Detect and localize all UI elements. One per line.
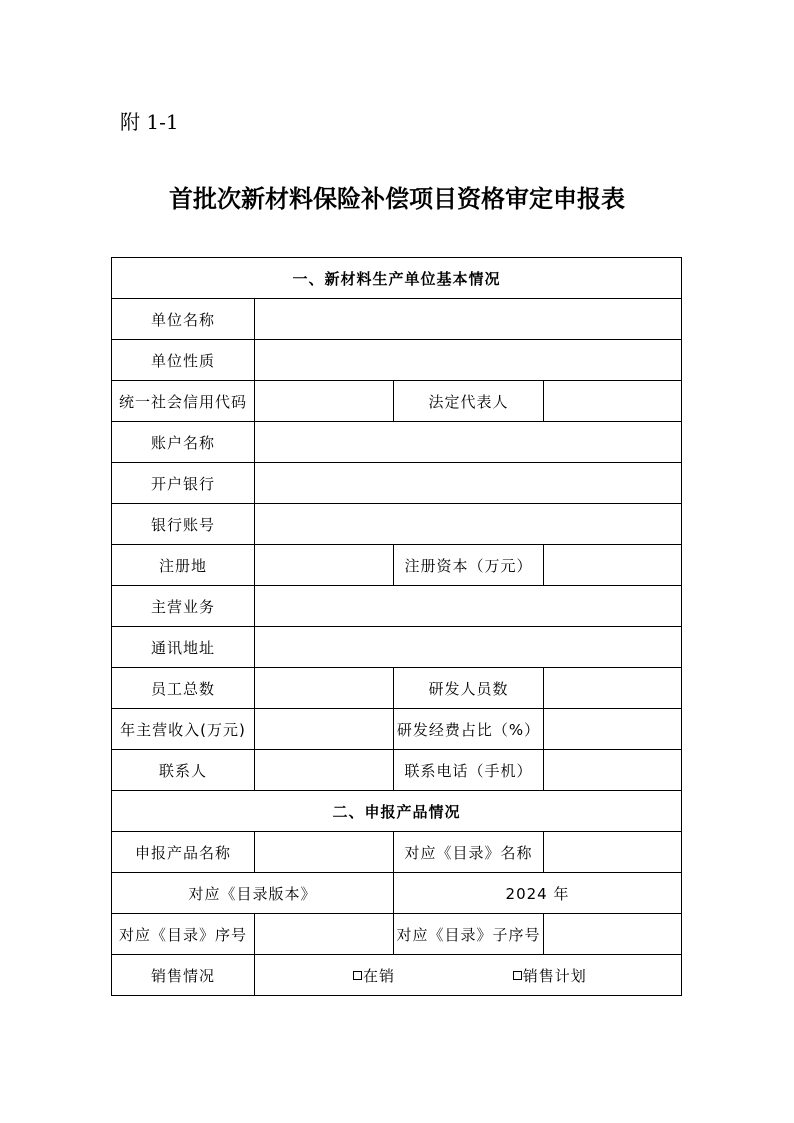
reg-place-field[interactable] xyxy=(255,545,394,586)
rd-staff-field[interactable] xyxy=(544,668,682,709)
annual-revenue-label: 年主营收入(万元) xyxy=(112,709,255,750)
section2-heading: 二、申报产品情况 xyxy=(112,791,682,832)
annex-label: 附 1-1 xyxy=(120,110,179,134)
row-unit-name xyxy=(112,299,682,340)
on-sale-label: 在销 xyxy=(363,966,396,985)
catalog-seq-label: 对应《目录》序号 xyxy=(112,914,255,955)
row-catalog-seq xyxy=(112,914,682,955)
catalog-version-label: 对应《目录版本》 xyxy=(112,873,394,914)
catalog-name-field[interactable] xyxy=(544,832,682,873)
sales-plan-label: 销售计划 xyxy=(522,966,587,985)
section1-heading: 一、新材料生产单位基本情况 xyxy=(112,258,682,299)
contact-label: 联系人 xyxy=(112,750,255,791)
row-sales xyxy=(112,955,682,996)
bank-label: 开户银行 xyxy=(112,463,255,504)
contact-phone-field[interactable] xyxy=(544,750,682,791)
employees-label: 员工总数 xyxy=(112,668,255,709)
catalog-subseq-field[interactable] xyxy=(544,914,682,955)
account-name-label: 账户名称 xyxy=(112,422,255,463)
contact-field[interactable] xyxy=(255,750,394,791)
annual-revenue-field[interactable] xyxy=(255,709,394,750)
rd-ratio-field[interactable] xyxy=(544,709,682,750)
reg-capital-field[interactable] xyxy=(544,545,682,586)
section2-header-row xyxy=(112,791,682,832)
bank-account-field[interactable] xyxy=(255,504,682,545)
catalog-name-label: 对应《目录》名称 xyxy=(394,832,544,873)
rd-ratio-label: 研发经费占比（%） xyxy=(394,709,544,750)
row-unit-nature xyxy=(112,340,682,381)
address-label: 通讯地址 xyxy=(112,627,255,668)
on-sale-option[interactable] xyxy=(353,965,395,986)
row-product xyxy=(112,832,682,873)
bank-field[interactable] xyxy=(255,463,682,504)
section1-header-row xyxy=(112,258,682,299)
row-revenue xyxy=(112,709,682,750)
catalog-seq-field[interactable] xyxy=(255,914,394,955)
legal-rep-label: 法定代表人 xyxy=(394,381,544,422)
product-name-label: 申报产品名称 xyxy=(112,832,255,873)
bank-account-label: 银行账号 xyxy=(112,504,255,545)
unit-name-label: 单位名称 xyxy=(112,299,255,340)
product-name-field[interactable] xyxy=(255,832,394,873)
address-field[interactable] xyxy=(255,627,682,668)
form-title: 首批次新材料保险补偿项目资格审定申报表 xyxy=(169,184,625,213)
row-account-name xyxy=(112,422,682,463)
legal-rep-field[interactable] xyxy=(544,381,682,422)
row-staff xyxy=(112,668,682,709)
rd-staff-label: 研发人员数 xyxy=(394,668,544,709)
main-business-field[interactable] xyxy=(255,586,682,627)
row-credit-code xyxy=(112,381,682,422)
reg-capital-label: 注册资本（万元） xyxy=(394,545,544,586)
main-business-label: 主营业务 xyxy=(112,586,255,627)
catalog-version-value: 2024 年 xyxy=(394,873,682,914)
row-bank-account xyxy=(112,504,682,545)
catalog-subseq-label: 对应《目录》子序号 xyxy=(394,914,544,955)
sales-plan-option[interactable] xyxy=(513,965,587,986)
reg-place-label: 注册地 xyxy=(112,545,255,586)
account-name-field[interactable] xyxy=(255,422,682,463)
credit-code-field[interactable] xyxy=(255,381,394,422)
row-main-business xyxy=(112,586,682,627)
employees-field[interactable] xyxy=(255,668,394,709)
credit-code-label: 统一社会信用代码 xyxy=(112,381,255,422)
sales-plan-checkbox-icon[interactable] xyxy=(513,971,522,980)
unit-nature-field[interactable] xyxy=(255,340,682,381)
row-bank xyxy=(112,463,682,504)
row-catalog-version xyxy=(112,873,682,914)
sales-label: 销售情况 xyxy=(112,955,255,996)
unit-nature-label: 单位性质 xyxy=(112,340,255,381)
row-registration xyxy=(112,545,682,586)
row-address xyxy=(112,627,682,668)
contact-phone-label: 联系电话（手机） xyxy=(394,750,544,791)
row-contact xyxy=(112,750,682,791)
application-form-table xyxy=(111,257,682,996)
sales-options xyxy=(255,955,682,996)
unit-name-field[interactable] xyxy=(255,299,682,340)
on-sale-checkbox-icon[interactable] xyxy=(353,971,362,980)
